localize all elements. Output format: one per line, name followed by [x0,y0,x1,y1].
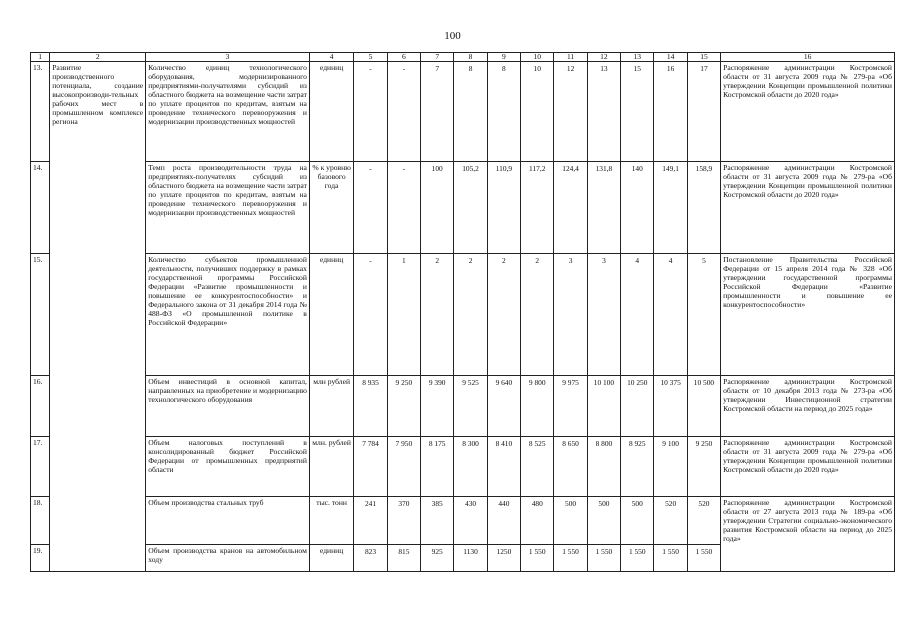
header-cell: 11 [554,53,587,62]
value-cell: 3 [554,254,587,376]
indicator-name: Объем производства стальных труб [146,497,310,545]
table-row [31,437,895,497]
value-cell: 10 375 [654,376,687,437]
source-document: Распоряжение администрации Костромской области от 27 августа 2013 года № 189-ра «Об утверждении Стратегии социально-экономического развития Костромской области на период до 2025 года» [721,497,895,572]
value-cell: 2 [454,254,487,376]
header-cell: 4 [309,53,353,62]
value-cell: 8 175 [421,437,454,497]
source-document: Постановление Правительства Российской Федерации от 15 апреля 2014 года № 328 «Об утверждении государственной программы Российской Федерации «Развитие промышленности и повышение ее конкурентоспособности» [721,254,895,376]
row-number: 14. [31,162,50,254]
source-document: Распоряжение администрации Костромской области от 10 декабря 2013 года № 273-ра «Об утверждении Инвестиционной стратегии Костромской области на период до 2025 года» [721,376,895,437]
row-number: 15. [31,254,50,376]
value-cell: 8 800 [587,437,620,497]
unit: млн. рублей [309,437,353,497]
header-cell: 5 [354,53,387,62]
value-cell: 9 100 [654,437,687,497]
unit: % к уровню базового года [309,162,353,254]
value-cell: 10 100 [587,376,620,437]
value-cell: 149,1 [654,162,687,254]
value-cell: 430 [454,497,487,545]
value-cell: 131,8 [587,162,620,254]
table-row [31,254,895,376]
value-cell: 5 [687,254,720,376]
value-cell: 520 [654,497,687,545]
value-cell: 100 [421,162,454,254]
value-cell: 823 [354,545,387,572]
value-cell: 8 [454,62,487,162]
row-number: 19. [31,545,50,572]
source-document: Распоряжение администрации Костромской области от 31 августа 2009 года № 279-ра «Об утверждении Концепции промышленной политики Костромской области до 2020 года» [721,162,895,254]
value-cell: 17 [687,62,720,162]
value-cell: 1 [387,254,420,376]
value-cell: 10 500 [687,376,720,437]
value-cell: 8 525 [521,437,554,497]
value-cell: 12 [554,62,587,162]
header-cell: 14 [654,53,687,62]
value-cell: 1130 [454,545,487,572]
value-cell: 7 784 [354,437,387,497]
unit: единиц [309,254,353,376]
value-cell: 7 950 [387,437,420,497]
header-cell: 2 [50,53,146,62]
value-cell: 15 [621,62,654,162]
value-cell: 158,9 [687,162,720,254]
value-cell: 2 [421,254,454,376]
value-cell: 10 [521,62,554,162]
table-row [31,62,895,162]
value-cell: 9 525 [454,376,487,437]
header-cell: 10 [521,53,554,62]
value-cell: 4 [654,254,687,376]
row-number: 16. [31,376,50,437]
header-cell: 15 [687,53,720,62]
unit: тыс. тонн [309,497,353,545]
value-cell: 9 800 [521,376,554,437]
value-cell: - [354,162,387,254]
header-cell: 12 [587,53,620,62]
value-cell: - [354,62,387,162]
value-cell: 1 550 [587,545,620,572]
header-cell: 8 [454,53,487,62]
value-cell: 3 [587,254,620,376]
unit: единиц [309,62,353,162]
unit: единиц [309,545,353,572]
value-cell: 124,4 [554,162,587,254]
table-row [31,497,895,545]
value-cell: 1 550 [654,545,687,572]
header-cell: 6 [387,53,420,62]
table-row [31,376,895,437]
page-number: 100 [444,30,461,42]
value-cell: 2 [521,254,554,376]
value-cell: 440 [487,497,520,545]
value-cell: 9 250 [387,376,420,437]
value-cell: 110,9 [487,162,520,254]
header-cell: 16 [721,53,895,62]
value-cell: 7 [421,62,454,162]
value-cell: - [354,254,387,376]
indicators-table [30,52,895,572]
value-cell: 8 925 [621,437,654,497]
table-row [31,162,895,254]
value-cell: 16 [654,62,687,162]
value-cell: 1 550 [687,545,720,572]
row-number: 18. [31,497,50,545]
value-cell: 8 410 [487,437,520,497]
value-cell: 1 550 [554,545,587,572]
value-cell: 8 300 [454,437,487,497]
header-row [31,53,895,62]
indicator-name: Объем налоговых поступлений в консолидированный бюджет Российской Федерации от промышленных предприятий области [146,437,310,497]
value-cell: 9 390 [421,376,454,437]
indicator-name: Количество единиц технологического оборудования, модернизированного предприятиями-получателями субсидий из областного бюджета на возмещение части затрат по уплате процентов по кредитам, взятым на проведение технического перевооружения и модернизации производственных мощностей [146,62,310,162]
value-cell: 8 [487,62,520,162]
value-cell: 500 [621,497,654,545]
header-cell: 3 [146,53,310,62]
value-cell: 2 [487,254,520,376]
row-number: 13. [31,62,50,162]
value-cell: 10 250 [621,376,654,437]
indicator-name: Объем инвестиций в основной капитал, направленных на приобретение и модернизацию технологического оборудования [146,376,310,437]
value-cell: 385 [421,497,454,545]
value-cell: 480 [521,497,554,545]
value-cell: 1 550 [521,545,554,572]
header-cell: 1 [31,53,50,62]
value-cell: 500 [554,497,587,545]
value-cell: 140 [621,162,654,254]
group-name: Развитие производственного потенциала, создание высокопроизводи-тельных рабочих мест в промышленном комплексе региона [50,62,146,572]
value-cell: 105,2 [454,162,487,254]
indicator-name: Количество субъектов промышленной деятельности, получивших поддержку в рамках государственной программы Российской Федерации «Развитие промышленности и повышение ее конкурентоспособности» и Федерального закона от 31 декабря 2014 года № 488-ФЗ «О промышленной политике в Российской Федерации» [146,254,310,376]
header-cell: 9 [487,53,520,62]
value-cell: 8 935 [354,376,387,437]
value-cell: 815 [387,545,420,572]
value-cell: 241 [354,497,387,545]
value-cell: - [387,162,420,254]
row-number: 17. [31,437,50,497]
value-cell: 117,2 [521,162,554,254]
header-cell: 7 [421,53,454,62]
indicator-name: Темп роста производительности труда на предприятиях-получателях субсидий из областного бюджета на возмещение части затрат по уплате процентов по кредитам, взятым на проведение технического перевооружения и модернизации производственных мощностей [146,162,310,254]
value-cell: 1 550 [621,545,654,572]
value-cell: - [387,62,420,162]
value-cell: 925 [421,545,454,572]
value-cell: 9 975 [554,376,587,437]
value-cell: 1250 [487,545,520,572]
value-cell: 4 [621,254,654,376]
value-cell: 8 650 [554,437,587,497]
value-cell: 9 250 [687,437,720,497]
indicator-name: Объем производства кранов на автомобильном ходу [146,545,310,572]
unit: млн рублей [309,376,353,437]
value-cell: 13 [587,62,620,162]
value-cell: 520 [687,497,720,545]
value-cell: 500 [587,497,620,545]
source-document: Распоряжение администрации Костромской области от 31 августа 2009 года № 279-ра «Об утверждении Концепции промышленной политики Костромской области до 2020 года» [721,62,895,162]
source-document: Распоряжение администрации Костромской области от 31 августа 2009 года № 279-ра «Об утверждении Концепции промышленной политики Костромской области до 2020 года» [721,437,895,497]
value-cell: 9 640 [487,376,520,437]
value-cell: 370 [387,497,420,545]
header-cell: 13 [621,53,654,62]
